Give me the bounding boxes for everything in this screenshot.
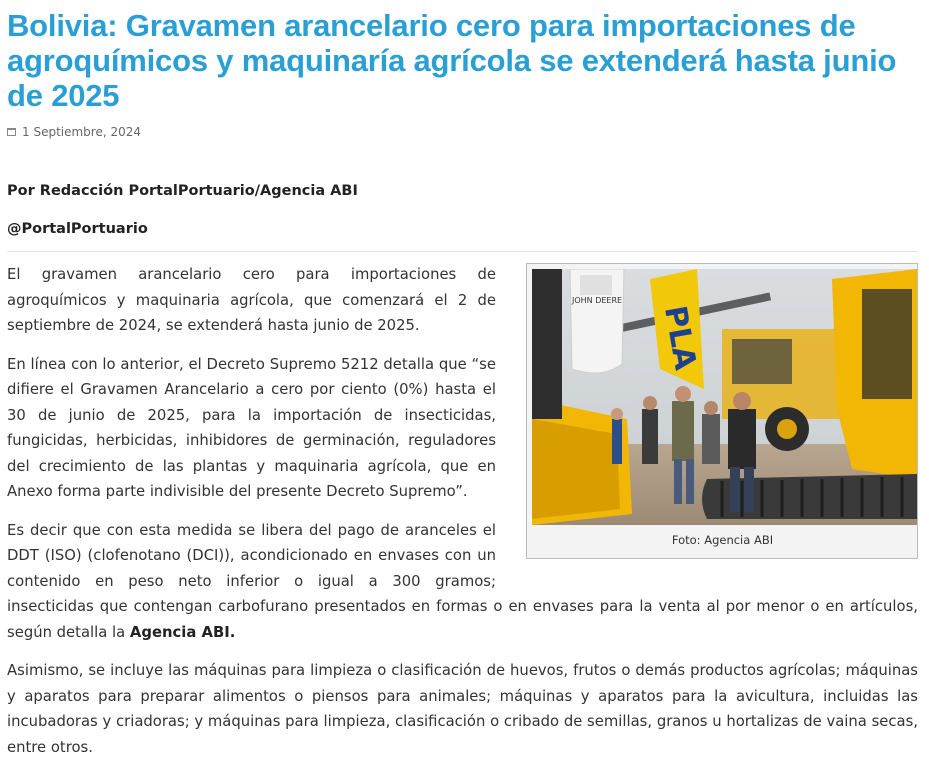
banner-text: PLA xyxy=(657,303,703,373)
article-page xyxy=(7,0,918,773)
photo-caption: Foto: Agencia ABI xyxy=(671,533,774,547)
article-figure xyxy=(526,263,918,559)
article-byline: Por Redacción PortalPortuario/Agencia ABI xyxy=(7,183,358,199)
flag-brand-text: JOHN DEERE xyxy=(572,296,623,305)
twitter-handle-link[interactable]: @PortalPortuario xyxy=(7,221,148,237)
article-photo xyxy=(532,269,917,525)
divider xyxy=(7,251,918,252)
paragraph-4: Asimismo, se incluye las máquinas para limpieza o clasificación de huevos, frutos o demás productos agrícolas; máquinas y aparatos para preparar alimentos o piensos para animales; máquinas y aparatos para la avicultura, incluidas las incubadoras y criadoras; y máquinas para limpieza, clasificación o cribado de semillas, granos u hortalizas de vaina secas, entre otros. xyxy=(7,662,918,756)
source-link[interactable]: Agencia ABI. xyxy=(129,623,236,641)
paragraph-1: El gravamen arancelario cero para importaciones de agroquímicos y maquinaria agrícola, que comenzará el 2 de septiembre de 2024, se extenderá hasta junio de 2025. xyxy=(7,266,496,334)
article-meta xyxy=(7,125,918,139)
article-title: Bolivia: Gravamen arancelario cero para importaciones de agroquímicos y maquinaría agrícola se extenderá hasta junio de 2025 xyxy=(7,8,897,113)
article-body xyxy=(7,262,918,760)
calendar-icon xyxy=(7,128,16,136)
article-date: 1 Septiembre, 2024 xyxy=(22,125,142,139)
paragraph-2: En línea con lo anterior, el Decreto Supremo 5212 detalla que “se difiere el Gravamen Arancelario a cero por ciento (0%) hasta el 30 de junio de 2025, para la importación de insecticidas, fungicidas, herbicidas, inhibidores de germinación, reguladores del crecimiento de las plantas y maquinaria agrícola, que en Anexo forma parte indivisible del presente Decreto Supremo”. xyxy=(7,355,496,500)
paragraph-3-text: Es decir que con esta medida se libera del pago de aranceles el DDT (ISO) (clofenotano (DCI)), acondicionado en envases con un contenido en peso neto inferior o igual a 300 gramos; insecticidas que contengan carbofurano presentados en formas o en envases para la venta al por menor o en artículos, según detalla la xyxy=(7,521,918,641)
